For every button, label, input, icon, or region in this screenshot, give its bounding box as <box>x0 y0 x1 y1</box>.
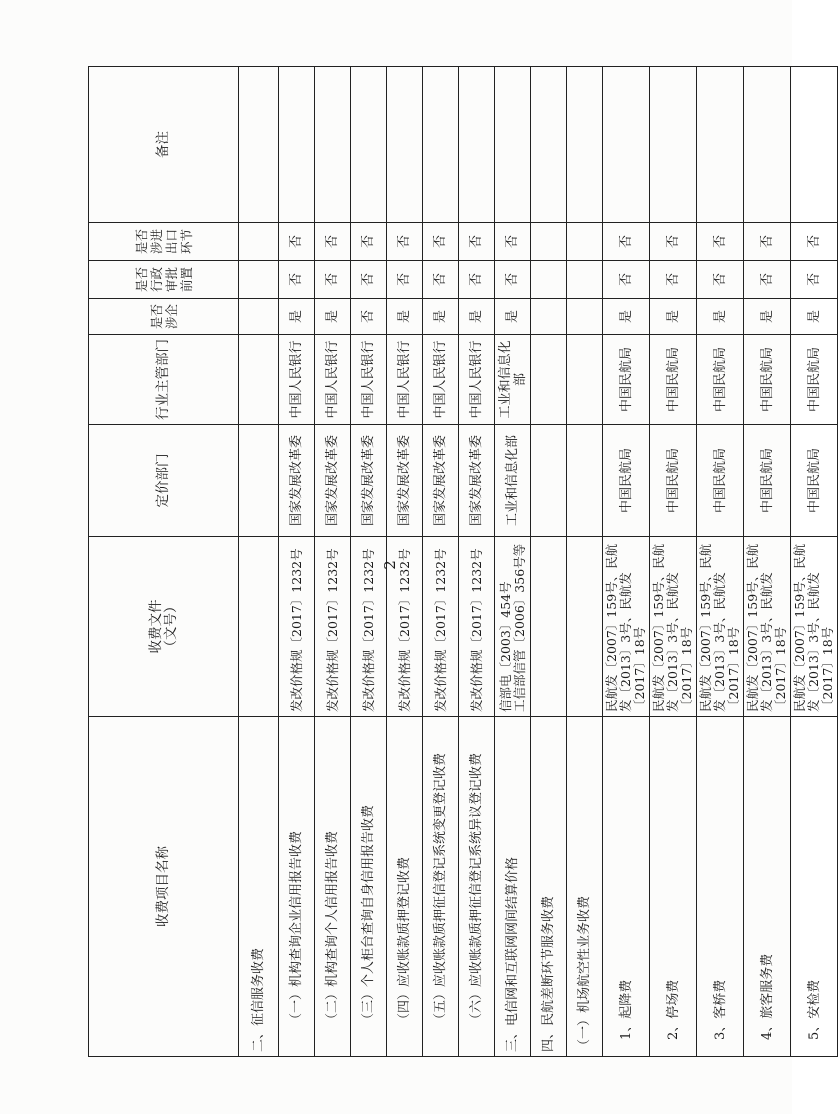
row-doc: 民航发〔2007〕159号、民航发〔2013〕3号、民航发〔2017〕18号 <box>697 537 744 717</box>
row-port: 否 <box>351 223 387 261</box>
row-pricing <box>567 425 603 537</box>
row-industry: 工业和信息化部 <box>495 335 531 425</box>
row-industry: 中国人民银行 <box>459 335 495 425</box>
row-industry: 中国人民银行 <box>315 335 351 425</box>
row-pricing: 中国民航局 <box>744 425 791 537</box>
table-header-row <box>89 67 239 1057</box>
row-remark <box>239 67 279 223</box>
header-secret: 是否涉企 <box>89 299 239 335</box>
row-remark <box>495 67 531 223</box>
row-port: 否 <box>279 223 315 261</box>
row-admin <box>567 261 603 299</box>
row-admin: 否 <box>351 261 387 299</box>
row-name: 3、客桥费 <box>697 717 744 1057</box>
header-admin: 是否行政审批前置 <box>89 261 239 299</box>
header-doc-line2: （文号） <box>162 599 179 654</box>
header-doc <box>89 537 239 717</box>
row-admin: 否 <box>791 261 838 299</box>
table-row <box>459 67 495 1057</box>
fee-table-rotated <box>88 67 835 1057</box>
row-admin: 否 <box>459 261 495 299</box>
table-row <box>315 67 351 1057</box>
row-secret: 是 <box>650 299 697 335</box>
row-secret: 是 <box>423 299 459 335</box>
row-industry: 中国民航局 <box>744 335 791 425</box>
table-row <box>567 67 603 1057</box>
row-admin: 否 <box>697 261 744 299</box>
row-pricing: 国家发展改革委 <box>279 425 315 537</box>
row-industry: 中国民航局 <box>603 335 650 425</box>
row-doc <box>239 537 279 717</box>
row-port: 否 <box>315 223 351 261</box>
row-industry: 中国民航局 <box>650 335 697 425</box>
row-industry: 中国人民银行 <box>351 335 387 425</box>
row-industry <box>531 335 567 425</box>
row-secret <box>567 299 603 335</box>
row-doc: 民航发〔2007〕159号、民航发〔2013〕3号、民航发〔2017〕18号 <box>603 537 650 717</box>
row-industry <box>239 335 279 425</box>
row-secret: 是 <box>495 299 531 335</box>
row-admin: 否 <box>650 261 697 299</box>
row-doc: 民航发〔2007〕159号、民航发〔2013〕3号、民航发〔2017〕18号 <box>744 537 791 717</box>
row-industry: 中国民航局 <box>791 335 838 425</box>
header-pricing: 定价部门 <box>89 425 239 537</box>
row-admin: 否 <box>744 261 791 299</box>
row-remark <box>697 67 744 223</box>
row-name: （五）应收账款质押征信登记系统变更登记收费 <box>423 717 459 1057</box>
row-doc: 信部电〔2003〕454号 工信部信管〔2006〕356号等 <box>495 537 531 717</box>
row-name: 4、旅客服务费 <box>744 717 791 1057</box>
row-doc: 民航发〔2007〕159号、民航发〔2013〕3号、民航发〔2017〕18号 <box>650 537 697 717</box>
row-pricing: 国家发展改革委 <box>351 425 387 537</box>
header-doc-line1: 收费文件 <box>147 599 164 654</box>
row-remark <box>531 67 567 223</box>
row-port: 否 <box>387 223 423 261</box>
row-pricing: 工业和信息化部 <box>495 425 531 537</box>
row-name: 5、安检费 <box>791 717 838 1057</box>
row-admin: 否 <box>387 261 423 299</box>
row-secret: 是 <box>387 299 423 335</box>
header-industry: 行业主管部门 <box>89 335 239 425</box>
row-doc: 发改价格规〔2017〕1232号 <box>387 537 423 717</box>
row-pricing: 国家发展改革委 <box>315 425 351 537</box>
row-secret: 否 <box>351 299 387 335</box>
table-row <box>531 67 567 1057</box>
row-doc: 民航发〔2007〕159号、民航发〔2013〕3号、民航发〔2017〕18号 <box>791 537 838 717</box>
row-admin <box>531 261 567 299</box>
row-doc: 发改价格规〔2017〕1232号 <box>459 537 495 717</box>
row-pricing: 中国民航局 <box>603 425 650 537</box>
row-port: 否 <box>423 223 459 261</box>
row-pricing: 中国民航局 <box>791 425 838 537</box>
row-name: （一）机构查询企业信用报告收费 <box>279 717 315 1057</box>
row-remark <box>650 67 697 223</box>
row-secret: 是 <box>459 299 495 335</box>
row-doc: 发改价格规〔2017〕1232号 <box>315 537 351 717</box>
row-port: 否 <box>744 223 791 261</box>
table-row <box>603 67 650 1057</box>
page-number: 2 <box>380 560 399 570</box>
row-pricing: 国家发展改革委 <box>387 425 423 537</box>
table-row <box>423 67 459 1057</box>
row-secret: 是 <box>279 299 315 335</box>
row-doc <box>567 537 603 717</box>
row-remark <box>744 67 791 223</box>
row-doc: 发改价格规〔2017〕1232号 <box>279 537 315 717</box>
row-remark <box>459 67 495 223</box>
row-port: 否 <box>650 223 697 261</box>
row-remark <box>315 67 351 223</box>
row-pricing: 国家发展改革委 <box>459 425 495 537</box>
row-doc: 发改价格规〔2017〕1232号 <box>351 537 387 717</box>
row-secret: 是 <box>697 299 744 335</box>
row-admin: 否 <box>279 261 315 299</box>
fee-table <box>88 66 838 1057</box>
table-row <box>279 67 315 1057</box>
table-row <box>697 67 744 1057</box>
row-name: （六）应收账款质押征信登记系统异议登记收费 <box>459 717 495 1057</box>
row-secret <box>239 299 279 335</box>
row-name: 二、征信服务收费 <box>239 717 279 1057</box>
row-port: 否 <box>791 223 838 261</box>
row-pricing <box>239 425 279 537</box>
row-port: 否 <box>495 223 531 261</box>
row-pricing: 中国民航局 <box>650 425 697 537</box>
row-name: 四、民航差断环节服务收费 <box>531 717 567 1057</box>
header-remark: 备注 <box>89 67 239 223</box>
table-row <box>744 67 791 1057</box>
row-secret: 是 <box>744 299 791 335</box>
row-name: 三、电信网和互联网网间结算价格 <box>495 717 531 1057</box>
row-remark <box>603 67 650 223</box>
row-pricing <box>531 425 567 537</box>
row-name: 1、起降费 <box>603 717 650 1057</box>
row-remark <box>387 67 423 223</box>
row-secret: 是 <box>603 299 650 335</box>
row-remark <box>791 67 838 223</box>
header-name: 收费项目名称 <box>89 717 239 1057</box>
header-port: 是否涉进出口环节 <box>89 223 239 261</box>
row-industry: 中国人民银行 <box>423 335 459 425</box>
table-row <box>791 67 838 1057</box>
row-port: 否 <box>697 223 744 261</box>
row-name: （一）机场航空性业务收费 <box>567 717 603 1057</box>
row-secret: 是 <box>791 299 838 335</box>
row-doc <box>531 537 567 717</box>
row-admin: 否 <box>495 261 531 299</box>
row-port <box>531 223 567 261</box>
row-admin <box>239 261 279 299</box>
row-name: 2、停场费 <box>650 717 697 1057</box>
row-name: （二）机构查询个人信用报告收费 <box>315 717 351 1057</box>
row-port: 否 <box>603 223 650 261</box>
row-industry: 中国人民银行 <box>387 335 423 425</box>
row-port: 否 <box>459 223 495 261</box>
row-name: （三）个人柜台查询自身信用报告收费 <box>351 717 387 1057</box>
row-remark <box>423 67 459 223</box>
row-admin: 否 <box>423 261 459 299</box>
row-pricing: 中国民航局 <box>697 425 744 537</box>
table-row <box>239 67 279 1057</box>
row-industry: 中国民航局 <box>697 335 744 425</box>
row-remark <box>567 67 603 223</box>
table-row <box>495 67 531 1057</box>
table-row <box>650 67 697 1057</box>
row-pricing: 国家发展改革委 <box>423 425 459 537</box>
row-name: （四）应收账款质押登记收费 <box>387 717 423 1057</box>
row-remark <box>279 67 315 223</box>
row-port <box>567 223 603 261</box>
table-body <box>239 67 838 1057</box>
row-secret <box>531 299 567 335</box>
row-industry <box>567 335 603 425</box>
row-remark <box>351 67 387 223</box>
row-secret: 是 <box>315 299 351 335</box>
row-admin: 否 <box>603 261 650 299</box>
row-admin: 否 <box>315 261 351 299</box>
row-industry: 中国人民银行 <box>279 335 315 425</box>
row-port <box>239 223 279 261</box>
row-doc: 发改价格规〔2017〕1232号 <box>423 537 459 717</box>
